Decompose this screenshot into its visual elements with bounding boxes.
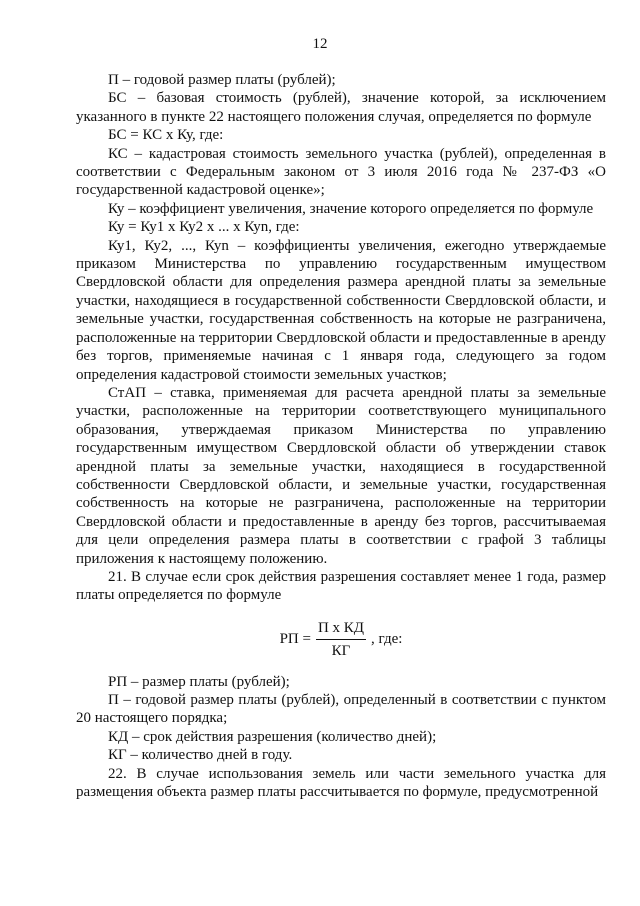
paragraph: П – годовой размер платы (рублей);	[108, 72, 336, 88]
formula-rp-fraction	[316, 619, 366, 661]
formula-rp-numerator: П х КД	[316, 619, 366, 640]
formula-rp	[76, 619, 606, 661]
paragraph: БС – базовая стоимость (рублей), значение которой, за исключением указанного в пункте 22 настоящего положения случая, определяется по формуле	[76, 90, 606, 125]
page-number: 12	[312, 36, 328, 52]
formula-rp-left: РП =	[279, 631, 311, 648]
formula-rp-denominator: КГ	[331, 643, 351, 660]
paragraph: 21. В случае если срок действия разрешения составляет менее 1 года, размер платы определяется по формуле	[76, 568, 606, 604]
document-body	[76, 71, 606, 801]
formula-ky: Ку = Ку1 х Ку2 х ... х Куn, где:	[108, 219, 300, 236]
paragraph: РП – размер платы (рублей);	[108, 673, 290, 690]
paragraph: Ку1, Ку2, ..., Куn – коэффициенты увеличения, ежегодно утверждаемые приказом Министерства по управлению государственным имуществом Свердловской области для определения размера арендной платы за земельные участки, находящиеся в государственной собственности Свердловской области, и земельные участки, государственная собственность на которые не разграничена, расположенные на территории Свердловской области и предоставленные в аренду без торгов, применяемые начиная с 1 января года, следующего за годом определения кадастровой стоимости земельных участков;	[76, 237, 606, 383]
paragraph: П – годовой размер платы (рублей), определенный в соответствии с пунктом 20 настоящего порядка;	[76, 692, 606, 727]
paragraph: КД – срок действия разрешения (количество дней);	[108, 728, 437, 745]
formula-rp-suffix: , где:	[371, 631, 403, 648]
paragraph: Ку – коэффициент увеличения, значение которого определяется по формуле	[108, 200, 594, 217]
paragraph: СтАП – ставка, применяемая для расчета арендной платы за земельные участки, расположенные на территории соответствующего муниципального образования, утверждаемая приказом Министерства по управлению государственным имуществом Свердловской области об утверждении ставок арендной платы за земельные участки, находящиеся в государственной собственности Свердловской области, и земельные участки, государственная собственность на которые не разграничена, расположенные на территории Свердловской области и предоставленные в аренду без торгов, рассчитываемая для цели определения размера платы в соответствии с графой 3 таблицы приложения к настоящему положению.	[76, 384, 606, 567]
paragraph: 22. В случае использования земель или части земельного участка для размещения объекта размер платы рассчитывается по формуле, предусмотренной	[76, 765, 606, 801]
paragraph: КГ – количество дней в году.	[108, 747, 293, 764]
formula-bs: БС = КС х Ку, где:	[108, 127, 224, 144]
paragraph: КС – кадастровая стоимость земельного участка (рублей), определенная в соответствии с Федеральным законом от 3 июля 2016 года № 237-ФЗ «О государственной кадастровой оценке»;	[76, 145, 606, 199]
